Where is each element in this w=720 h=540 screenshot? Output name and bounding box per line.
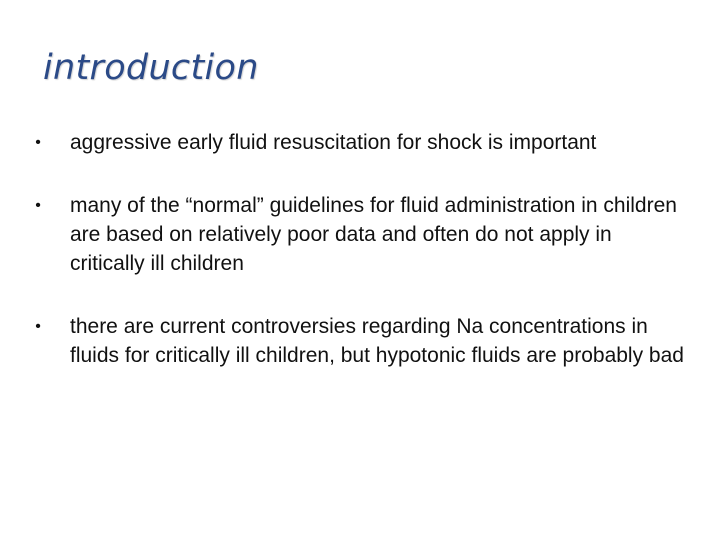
bullet-icon: • [35,134,41,151]
bullet-list [28,128,688,370]
bullet-icon: • [35,197,41,214]
bullet-text: many of the “normal” guidelines for fluid administration in children are based on relatively poor data and often do not apply in critically ill children [70,194,677,275]
bullet-item-1 [28,128,688,157]
bullet-text: there are current controversies regarding Na concentrations in fluids for critically ill children, but hypotonic fluids are probably bad [70,315,684,367]
slide-title: introduction [43,48,259,88]
bullet-text: aggressive early fluid resuscitation for shock is important [70,131,597,154]
bullet-item-2 [28,191,688,278]
bullet-item-3 [28,312,688,370]
bullet-icon: • [35,318,41,335]
